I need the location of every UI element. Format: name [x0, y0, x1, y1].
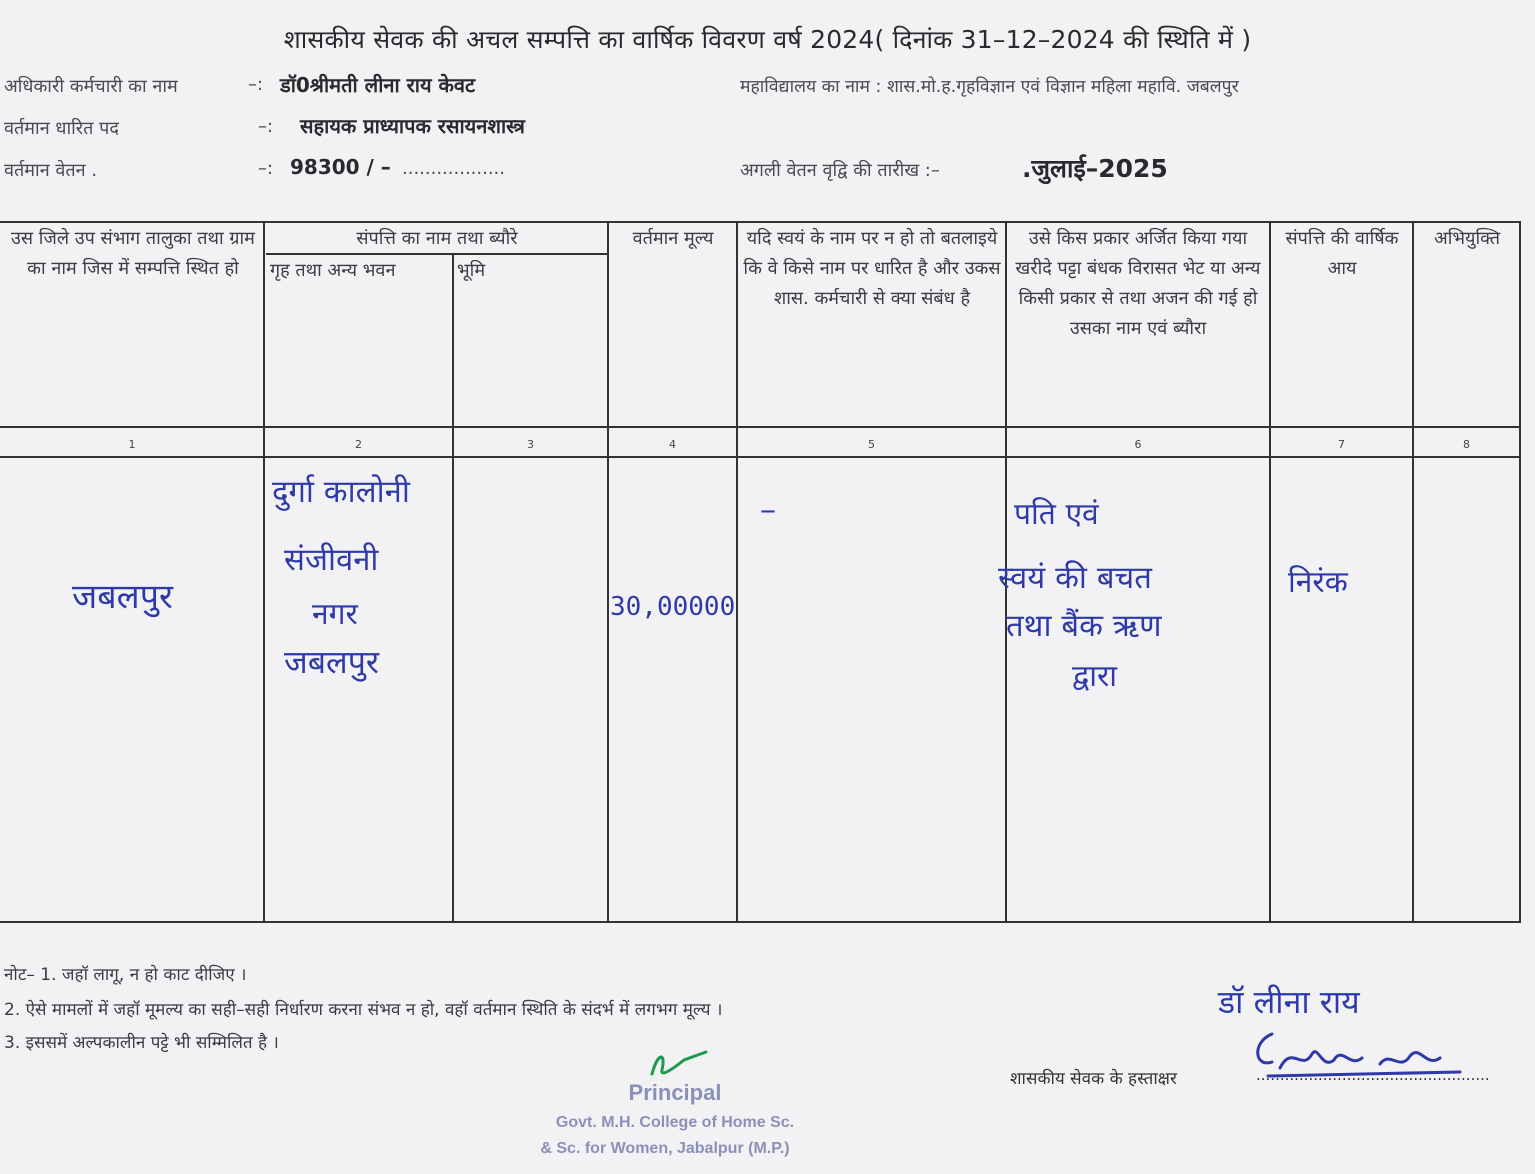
increment-label: अगली वेतन वृद्वि की तारीख :–: [740, 160, 940, 181]
handwritten-location: जबलपुर: [72, 577, 173, 617]
handwritten-building-line: दुर्गा कालोनी: [272, 474, 410, 510]
header-acquisition: उसे किस प्रकार अर्जित किया गया खरीदे पट्टा बंधक विरासत भेट या अन्य किसी प्रकार से तथा अजन की गई हो उसका नाम एवं ब्यौरा: [1015, 228, 1261, 339]
salary-dots: ..................: [402, 158, 505, 179]
handwritten-income: निरंक: [1288, 565, 1348, 600]
column-number: 7: [1338, 438, 1345, 451]
salary-separator: –:: [258, 158, 274, 179]
column-number: 2: [355, 438, 362, 451]
name-separator: –:: [248, 74, 264, 95]
column-number: 6: [1134, 438, 1142, 451]
increment-value: .जुलाई–2025: [1022, 154, 1168, 183]
column-number: 8: [1463, 438, 1470, 451]
header-current-value: वर्तमान मूल्य: [632, 228, 714, 249]
principal-initials: [640, 1044, 720, 1084]
handwritten-building-line: जबलपुर: [284, 643, 379, 681]
header-remarks: अभियुक्ति: [1433, 228, 1501, 249]
post-value: सहायक प्राध्यापक रसायनशास्त्र: [300, 114, 525, 138]
salary-label: वर्तमान वेतन .: [4, 160, 98, 181]
form-title: शासकीय सेवक की अचल सम्पत्ति का वार्षिक विवरण वर्ष 2024( दिनांक 31–12–2024 की स्थिति में ): [283, 25, 1252, 54]
handwritten-building-line: संजीवनी: [284, 542, 379, 578]
note-line: नोट– 1. जहॉ लागू, न हो काट दीजिए ।: [4, 965, 247, 985]
handwritten-acquired-line: स्वयं की बचत: [998, 560, 1152, 596]
stamp-title: Principal: [628, 1080, 722, 1105]
signature-dots: .................................................: [1256, 1066, 1490, 1084]
handwritten-holder: –: [760, 490, 776, 528]
handwritten-acquired-line: तथा बैंक ऋण: [1006, 608, 1162, 644]
handwritten-acquired-line: द्वारा: [1072, 659, 1118, 694]
header-building: गृह तथा अन्य भवन: [270, 260, 396, 281]
stamp-line: & Sc. for Women, Jabalpur (M.P.): [540, 1140, 790, 1157]
salary-value: 98300 / –: [290, 155, 391, 179]
header-land: भूमि: [457, 260, 486, 281]
column-number: 3: [527, 438, 534, 451]
name-value: डॉ0श्रीमती लीना राय केवट: [280, 73, 476, 97]
handwritten-acquired-line: पति एवं: [1014, 497, 1099, 532]
column-number: 5: [868, 438, 875, 451]
post-separator: –:: [258, 116, 274, 137]
signature-label: शासकीय सेवक के हस्ताक्षर: [1010, 1069, 1177, 1089]
header-holder: यदि स्वयं के नाम पर न हो तो बतलाइये कि वे किसे नाम पर धारित है और उकस शास. कर्मचारी से क्या संबंध है: [743, 228, 1001, 309]
header-property-group: संपत्ति का नाम तथा ब्यौरे: [356, 228, 518, 249]
handwritten-building-line: नगर: [312, 597, 358, 632]
note-line: 3. इससमें अल्पकालीन पट्टे भी सम्मिलित है ।: [4, 1033, 279, 1053]
handwritten-value: 30,00000: [610, 592, 736, 622]
college-label: महाविद्यालय का नाम : शास.मो.ह.गृहविज्ञान एवं विज्ञान महिला महावि. जबलपुर: [740, 77, 1239, 97]
handwritten-signature-name: डॉ लीना राय: [1218, 983, 1360, 1021]
header-location: उस जिले उप संभाग तालुका तथा ग्राम का नाम जिस में सम्पत्ति स्थित हो: [11, 228, 255, 279]
column-number: 1: [128, 438, 136, 451]
name-label: अधिकारी कर्मचारी का नाम: [4, 76, 178, 97]
header-annual-income: संपत्ति की वार्षिक आय: [1285, 228, 1399, 279]
column-number: 4: [669, 438, 676, 451]
note-line: 2. ऐसे मामलों में जहॉ मूमल्य का सही–सही निर्धारण करना संभव न हो, वहॉ वर्तमान स्थिति के संदर्भ में लगभग मूल्य ।: [4, 1000, 723, 1020]
stamp-line: Govt. M.H. College of Home Sc.: [555, 1114, 795, 1131]
post-label: वर्तमान धारित पद: [4, 118, 119, 139]
